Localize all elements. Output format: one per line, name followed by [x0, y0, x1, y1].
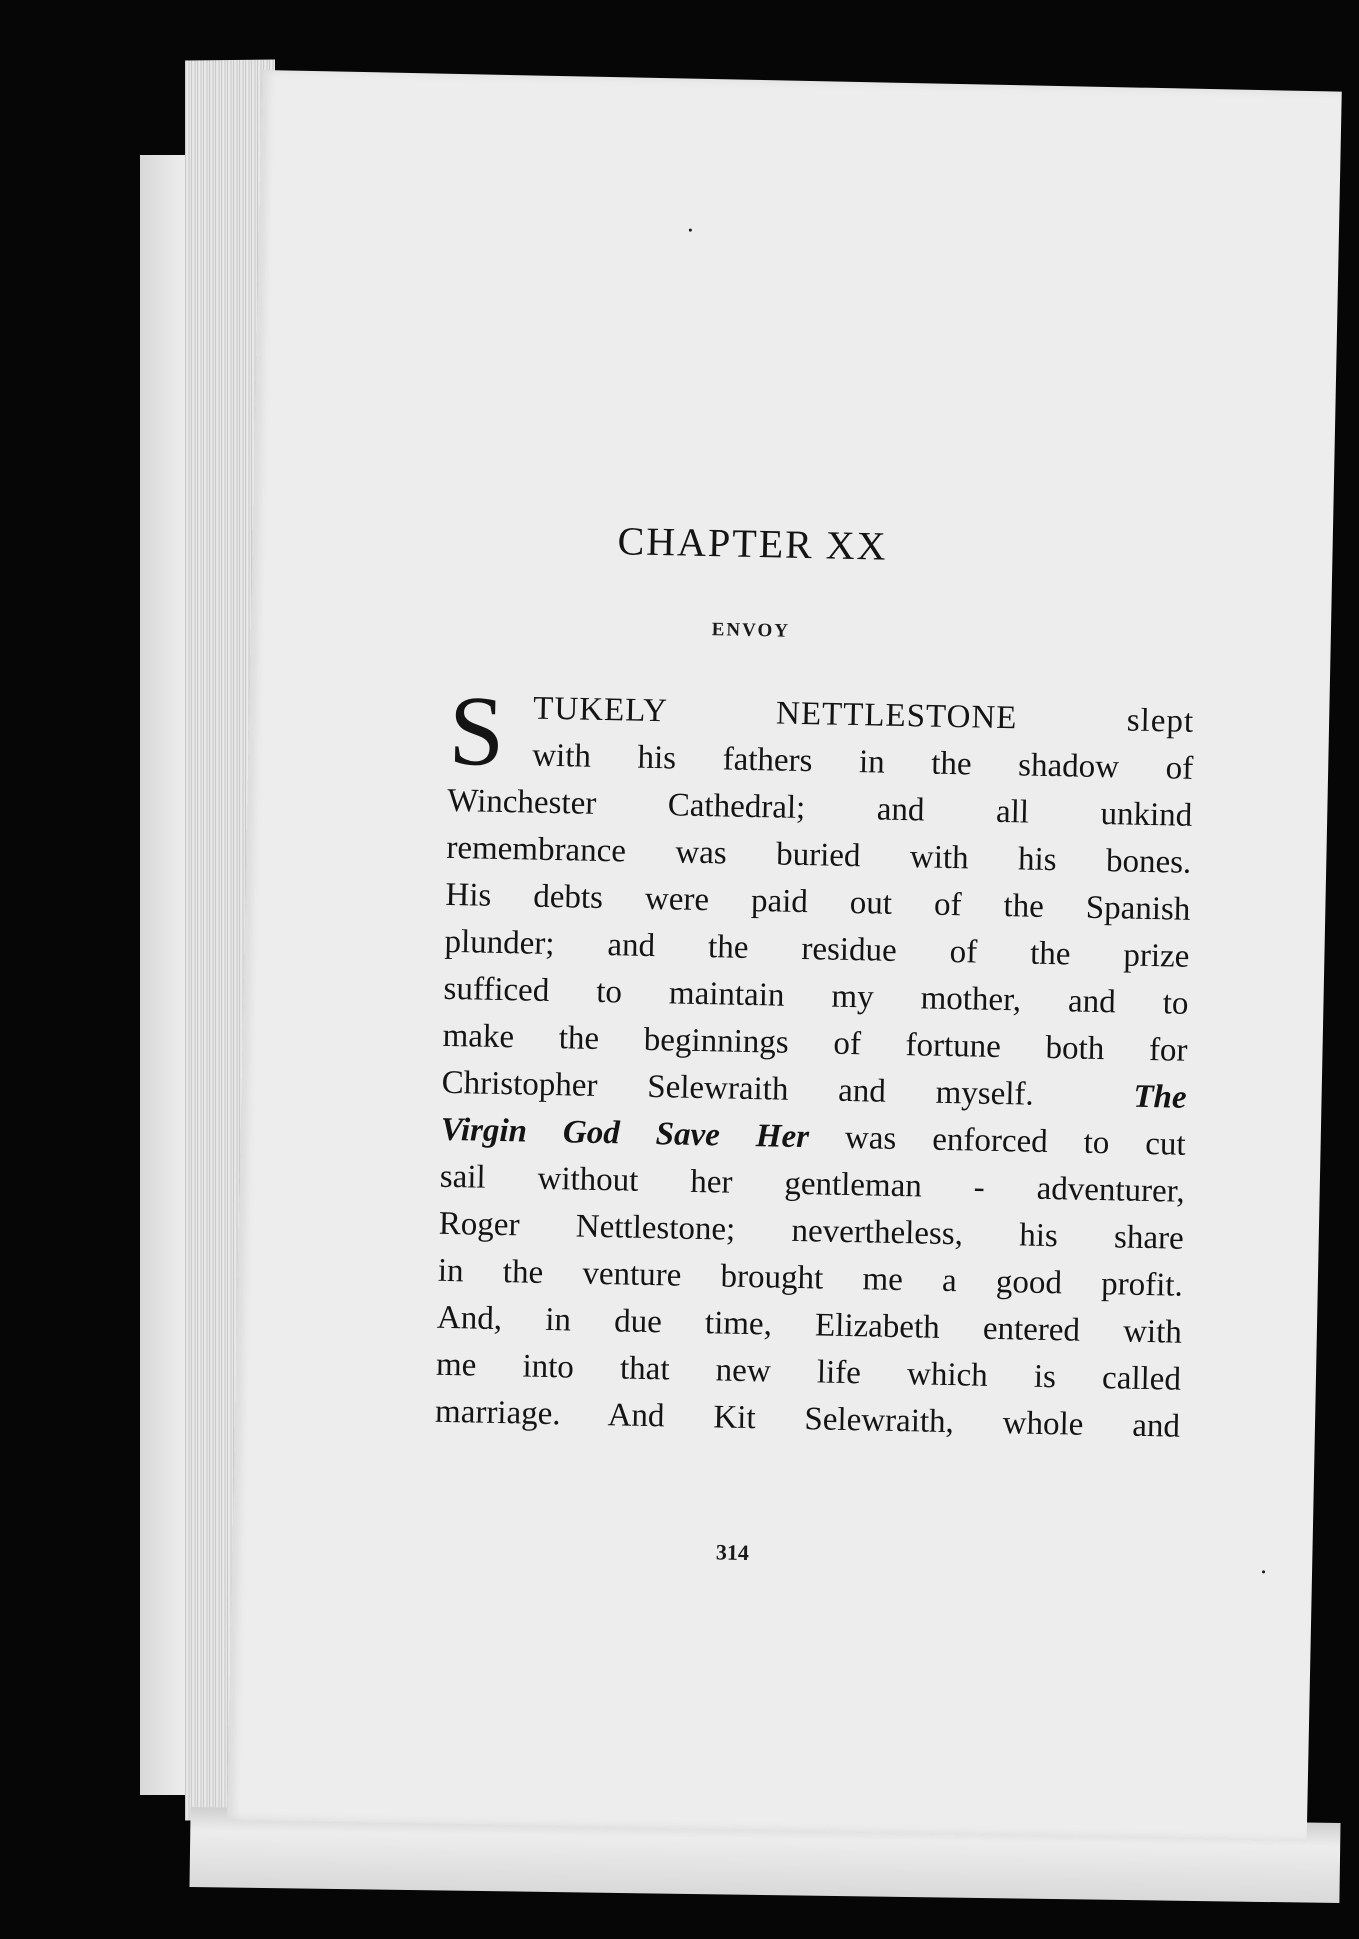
text-line: TUKELY NETTLESTONE slept: [532, 690, 1195, 740]
text-line: sufficed to maintain my mother, and to: [443, 970, 1189, 1022]
text-line: me into that new life which is called: [435, 1346, 1182, 1398]
scan-speck: [1262, 1570, 1265, 1573]
text-line: with his fathers in the shadow of: [531, 737, 1194, 787]
italic-title-part: Virgin God Save Her: [440, 1111, 810, 1156]
drop-cap: S: [447, 674, 506, 787]
text-line: And, in due time, Elizabeth entered with: [436, 1299, 1183, 1351]
text-line: plunder; and the residue of the prize: [444, 923, 1190, 975]
chapter-title: CHAPTER XX: [617, 518, 889, 569]
text-line: His debts were paid out of the Spanish: [445, 876, 1191, 928]
italic-title-part: The: [1133, 1078, 1187, 1116]
text-segment: was enforced to cut: [844, 1119, 1186, 1163]
text-line: marriage. And Kit Selewraith, whole and: [434, 1393, 1181, 1445]
chapter-subtitle: ENVOY: [711, 619, 791, 642]
page-number: 314: [715, 1539, 750, 1566]
text-line: Roger Nettlestone; nevertheless, his share: [438, 1205, 1185, 1257]
body-text: [434, 674, 1195, 1451]
text-line: in the venture brought me a good profit.: [437, 1252, 1184, 1304]
text-line: sail without her gentleman - adventurer,: [439, 1158, 1186, 1210]
text-line: make the beginnings of fortune both for: [442, 1017, 1188, 1069]
text-line: Winchester Cathedral; and all unkind: [447, 782, 1193, 834]
text-segment: Christopher Selewraith and myself.: [441, 1064, 1035, 1113]
scan-speck: [689, 229, 692, 232]
text-line: remembrance was buried with his bones.: [446, 829, 1192, 881]
book-page: [227, 70, 1342, 1841]
